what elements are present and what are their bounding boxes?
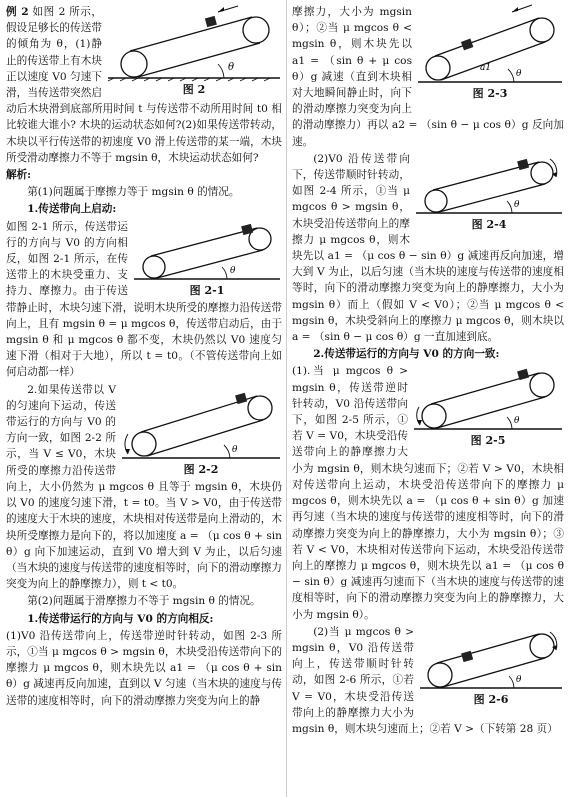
figure-2-1-theta-label: θ (230, 265, 236, 276)
case2-text: 2.如果传送带以 V 的匀速向下运动，传送带运行的方向与 V0 的方向一致，如图 2-2 所示，当 V ≤ V0，木块所受的摩擦力沿传送带向上，大小仍然为 μ mgcos θ 且等于 mgsin θ，木块仍以 V0 的速度匀速下滑，t = t0。当 V > V0，由于传送带的速度大于木块的速度，木块相对传送带是向上滑动的，木块所受摩擦力是向下的，将以加速度 a = （μ cos θ + sin θ）g 向下加速运动，直到 V0 增大到 V 为止，以后匀速（当木块的速度与传送带的速度相等时，向下的滑动摩擦力突变为向上的静摩擦力），则 t < t0。 (6, 383, 282, 591)
case-d1-text: (1)V0 沿传送带向上，传送带逆时针转动，如图 2-3 所示，①当 μ mgcos θ > mgsin θ，木块受沿传送带向下的摩擦力 μ mgcos θ，则木块先以 a1 = （μ cos θ + sin θ）g 减速再反向加速，直到以 V 匀速（当木块的速度与传送带的速度相等时，向下的滑动摩擦力突变为向上的静 (6, 629, 282, 707)
figure-2-5-caption: 图 2-5 (470, 434, 506, 448)
figure-2-5-theta-label: θ (514, 416, 520, 427)
figure-2-6-theta-label: θ (516, 674, 522, 685)
right-case2-text: (2)V0 沿传送带向下，传送带顺时针转动，如图 2-4 所示，①当 μ mgcos θ > mgsin θ，木块受沿传送带向上的摩擦力 μ mgcos θ，则木块先以 a1 = （μ cos θ − sin θ）g 减速再反向加速，增大到 V 为止，以后匀速（当木块的速度与传送带的速度相等时，向下的滑动摩擦力突变为向上的静摩擦力，大小为 mgsin θ）而上（假如 V < V0）；②当 μ mgcos θ < mgsin θ，木块受斜向上的摩擦力 μ mgcos θ，则木块以 a = （sin θ − μ cos θ）g 一直加速到底。 (292, 152, 564, 344)
left-column (6, 4, 282, 710)
figure-2-3-drawing (416, 4, 564, 88)
case1-heading: 1.传送带向上启动: (27, 203, 117, 216)
figure-2-2-caption: 图 2-2 (183, 462, 219, 476)
right-case3-heading: 2.传送带运行的方向与 V0 的方向一致: (313, 348, 500, 361)
figure-2-drawing (106, 4, 282, 84)
figure-2-3-caption: 图 2-3 (472, 87, 508, 100)
figure-2-6-drawing (418, 624, 564, 694)
figure-2-6-caption: 图 2-6 (473, 692, 509, 706)
right-continuation-text: 摩擦力，大小为 mgsin θ）；②当 μ mgcos θ < mgsin θ，则木块先以 a1 = （sin θ + μ cos θ）g 减速（直到木块相对大地瞬间静止时，向下的滑动摩擦力突变为向上的滑动摩擦力）再以 a2 = （sin θ − μ cos θ）g 反向加速。 (292, 6, 564, 148)
figure-2-4-drawing (414, 151, 564, 219)
figure-2-1-drawing (132, 219, 282, 285)
figure-2-6 (418, 624, 564, 708)
part2-intro: 第(2)问题属于滑摩擦力不等于 mgsin θ 的情况。 (27, 595, 261, 608)
analysis-label: 解析: (6, 169, 32, 182)
figure-2-caption: 图 2 (182, 83, 206, 96)
example-text: 如图 2 所示，假设足够长的传送带的倾角为 θ，(1)静止的传送带上有木块正以速度 V0 匀速下滑，当传送带突然启动后木块滑到底部所用时间 t 与传送带不动所用时间 t0 相比较谁大谁小? 木块的运动状态如何?(2)如果传送带转动，木块以平行传送带的初速度 V0 滑上传送带的某一端，木块所受滑动摩擦力不等于 mgsin θ，木块运动状态如何? (6, 6, 282, 164)
figure-2-3-a1-label: a1 (480, 63, 492, 73)
right-column (292, 4, 564, 738)
figure-2 (106, 4, 282, 98)
figure-2-2-theta-label: θ (232, 444, 238, 455)
figure-2-2-drawing (120, 382, 282, 464)
figure-2-3 (416, 4, 564, 102)
example-title: 例 2 (6, 6, 29, 18)
figure-2-4-caption: 图 2-4 (471, 217, 507, 231)
figure-2-1 (132, 219, 282, 299)
part1-intro: 第(1)问题属于摩擦力等于 mgsin θ 的情况。 (27, 186, 240, 199)
right-case3-text: (1).当 μ mgcos θ > mgsin θ，传送带逆时针转动，V0 沿传送带向下，如图 2-5 所示，①若 V = V0，木块受沿传送带向上的静摩擦力大小为 mgsin θ，则木块匀速而下；②若 V > V0，木块相对传送带向上运动，木块受沿传送带向下的摩擦力 μ mgcos θ，则木块先以 a = （μ cos θ + sin θ）g 加速再匀速（当木块的速度与传送带的速度相等时，向下的滑动摩擦力突变为向上的静摩擦力，大小为 mgsin θ）；③若 V < V0，木块相对传送带向下运动，木块受沿传送带向上的摩擦力 μ mgcos θ，则木块先以 a1 = （μ cos θ − sin θ）g 减速再匀速而下（当木块的速度与传送带的速度相等时，向下的滑动摩擦力突变为向上的静摩擦力，大小为 mgsin θ）。 (292, 365, 564, 621)
figure-2-1-caption: 图 2-1 (189, 283, 225, 297)
figure-2-2 (120, 382, 282, 478)
right-case4-text: (2)当 μ mgcos θ > mgsin θ，V0 沿传送带向上，传送带顺时针转动，如图 2-6 所示，①若 V = V0，木块受沿传送带向上的静摩擦力大小为 mgsin θ，则木块匀速而上；②若 V >（下转第 28 页） (292, 625, 558, 735)
case-d1-heading: 1.传送带运行的方向与 V0 的方向相反: (27, 612, 214, 625)
figure-2-5 (412, 363, 564, 449)
figure-2-5-drawing (412, 363, 564, 435)
figure-2-4-theta-label: θ (514, 199, 520, 210)
column-divider (286, 0, 287, 797)
figure-2-theta-label: θ (228, 62, 235, 73)
figure-2-4 (414, 151, 564, 233)
figure-2-3-theta-label: θ (516, 69, 522, 79)
case1-text: 如图 2-1 所示，传送带运行的方向与 V0 的方向相反，如图 2-1 所示，在传送带上的木块受重力、支持力、摩擦力。由于传送带静止时，木块匀速下滑，说明木块所受的摩擦力沿传送带向上，且有 mgsin θ = μ mgcos θ，传送带启动后，由于 mgsin θ 和 μ mgcos θ 都不变，木块仍然以 V0 速度匀速下滑（相对于大地），所以 t = t0。（不管传送带向上如何启动都一样） (6, 220, 282, 379)
